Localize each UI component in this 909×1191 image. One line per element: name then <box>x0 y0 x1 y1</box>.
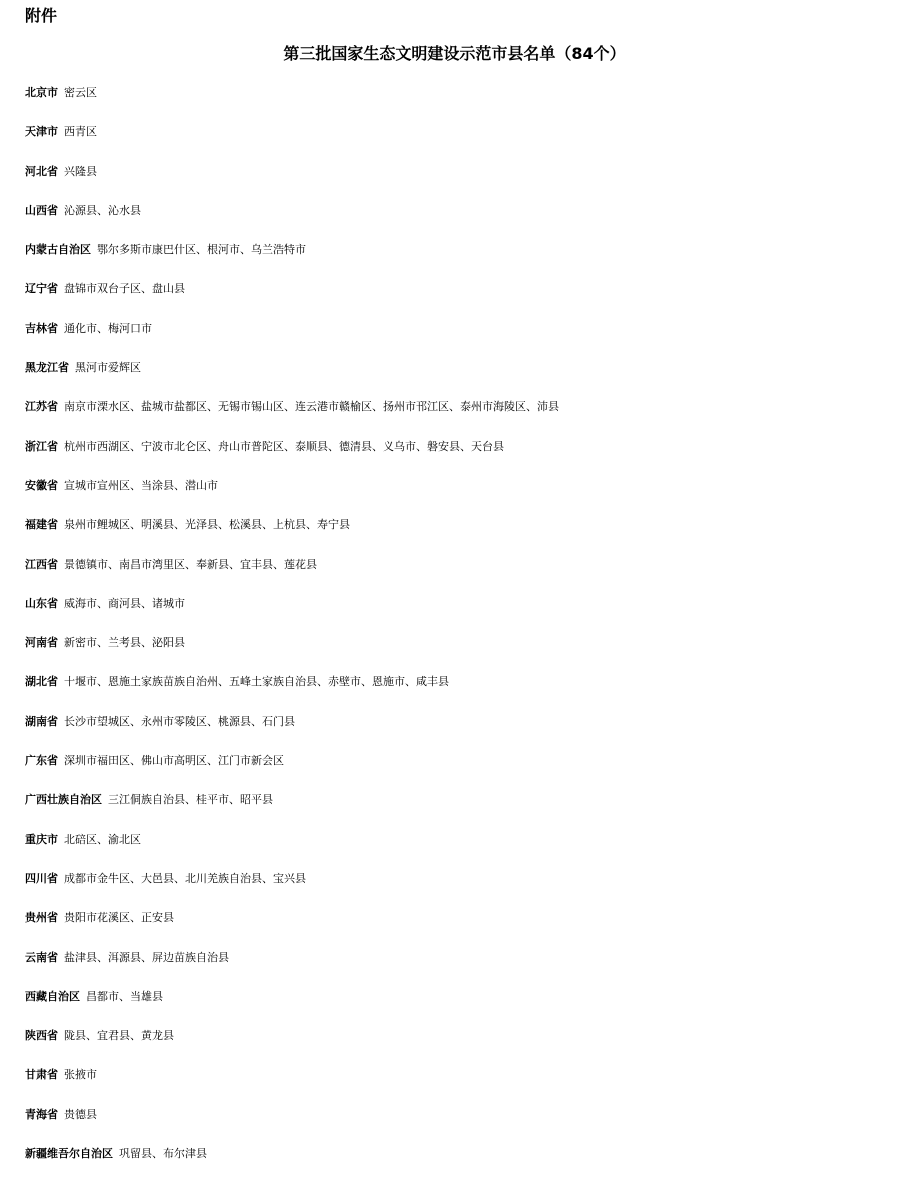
list-item <box>25 121 905 160</box>
region-name: 湖南省 <box>25 714 58 728</box>
region-places: 陇县、宜君县、黄龙县 <box>64 1029 174 1043</box>
region-name: 浙江省 <box>25 439 58 453</box>
region-name: 吉林省 <box>25 321 58 335</box>
region-name: 广东省 <box>25 754 58 768</box>
region-places: 泉州市鲤城区、明溪县、光泽县、松溪县、上杭县、寿宁县 <box>64 518 350 532</box>
region-name: 福建省 <box>25 518 58 532</box>
region-places: 通化市、梅河口市 <box>64 321 152 335</box>
region-name: 辽宁省 <box>25 282 58 296</box>
list-item <box>25 907 905 946</box>
region-places: 兴隆县 <box>64 164 97 178</box>
region-places: 盘锦市双台子区、盘山县 <box>64 282 185 296</box>
region-name: 甘肃省 <box>25 1068 58 1082</box>
list-item <box>25 396 905 435</box>
list-item <box>25 868 905 907</box>
region-name: 云南省 <box>25 950 58 964</box>
list-item <box>25 789 905 828</box>
list-item <box>25 1143 905 1182</box>
list-item <box>25 593 905 632</box>
region-name: 重庆市 <box>25 832 58 846</box>
region-name: 西藏自治区 <box>25 989 80 1003</box>
list-item <box>25 318 905 357</box>
list-item <box>25 711 905 750</box>
region-name: 江苏省 <box>25 400 58 414</box>
region-places: 贵德县 <box>64 1107 97 1121</box>
list-item <box>25 278 905 317</box>
region-list <box>25 82 905 1182</box>
list-item <box>25 1025 905 1064</box>
region-places: 昌都市、当雄县 <box>86 989 163 1003</box>
list-item <box>25 632 905 671</box>
region-places: 深圳市福田区、佛山市高明区、江门市新会区 <box>64 754 284 768</box>
region-name: 河南省 <box>25 636 58 650</box>
list-item <box>25 947 905 986</box>
list-item <box>25 986 905 1025</box>
list-item <box>25 357 905 396</box>
region-name: 黑龙江省 <box>25 361 69 375</box>
list-item <box>25 239 905 278</box>
list-item <box>25 671 905 710</box>
list-item <box>25 475 905 514</box>
region-places: 沁源县、沁水县 <box>64 203 141 217</box>
attachment-label: 附件 <box>25 6 58 25</box>
region-places: 北碚区、渝北区 <box>64 832 141 846</box>
region-name: 内蒙古自治区 <box>25 243 91 257</box>
region-name: 天津市 <box>25 125 58 139</box>
region-name: 青海省 <box>25 1107 58 1121</box>
region-places: 威海市、商河县、诸城市 <box>64 596 185 610</box>
list-item <box>25 82 905 121</box>
region-name: 山西省 <box>25 203 58 217</box>
region-places: 鄂尔多斯市康巴什区、根河市、乌兰浩特市 <box>97 243 306 257</box>
region-name: 安徽省 <box>25 478 58 492</box>
list-item <box>25 514 905 553</box>
document-title: 第三批国家生态文明建设示范市县名单（84个） <box>283 44 626 63</box>
region-name: 四川省 <box>25 871 58 885</box>
list-item <box>25 1104 905 1143</box>
region-name: 湖北省 <box>25 675 58 689</box>
region-places: 十堰市、恩施土家族苗族自治州、五峰土家族自治县、赤壁市、恩施市、咸丰县 <box>64 675 449 689</box>
list-item <box>25 436 905 475</box>
list-item <box>25 200 905 239</box>
list-item <box>25 1064 905 1103</box>
region-name: 新疆维吾尔自治区 <box>25 1147 113 1161</box>
region-places: 宣城市宣州区、当涂县、潜山市 <box>64 478 218 492</box>
region-places: 黑河市爱辉区 <box>75 361 141 375</box>
region-places: 长沙市望城区、永州市零陵区、桃源县、石门县 <box>64 714 295 728</box>
region-places: 西青区 <box>64 125 97 139</box>
region-name: 广西壮族自治区 <box>25 793 102 807</box>
region-places: 杭州市西湖区、宁波市北仑区、舟山市普陀区、泰顺县、德清县、义乌市、磐安县、天台县 <box>64 439 504 453</box>
region-places: 成都市金牛区、大邑县、北川羌族自治县、宝兴县 <box>64 871 306 885</box>
region-name: 贵州省 <box>25 911 58 925</box>
region-places: 张掖市 <box>64 1068 97 1082</box>
list-item <box>25 829 905 868</box>
region-places: 贵阳市花溪区、正安县 <box>64 911 174 925</box>
region-places: 三江侗族自治县、桂平市、昭平县 <box>108 793 273 807</box>
region-name: 江西省 <box>25 557 58 571</box>
list-item <box>25 161 905 200</box>
region-name: 陕西省 <box>25 1029 58 1043</box>
region-places: 景德镇市、南昌市湾里区、奉新县、宜丰县、莲花县 <box>64 557 317 571</box>
region-name: 山东省 <box>25 596 58 610</box>
region-places: 盐津县、洱源县、屏边苗族自治县 <box>64 950 229 964</box>
list-item <box>25 554 905 593</box>
region-places: 新密市、兰考县、泌阳县 <box>64 636 185 650</box>
list-item <box>25 750 905 789</box>
region-places: 密云区 <box>64 86 97 99</box>
region-name: 河北省 <box>25 164 58 178</box>
region-name: 北京市 <box>25 86 58 99</box>
region-places: 南京市溧水区、盐城市盐都区、无锡市锡山区、连云港市赣榆区、扬州市邗江区、泰州市海陵区、沛县 <box>64 400 559 414</box>
region-places: 巩留县、布尔津县 <box>119 1147 207 1161</box>
